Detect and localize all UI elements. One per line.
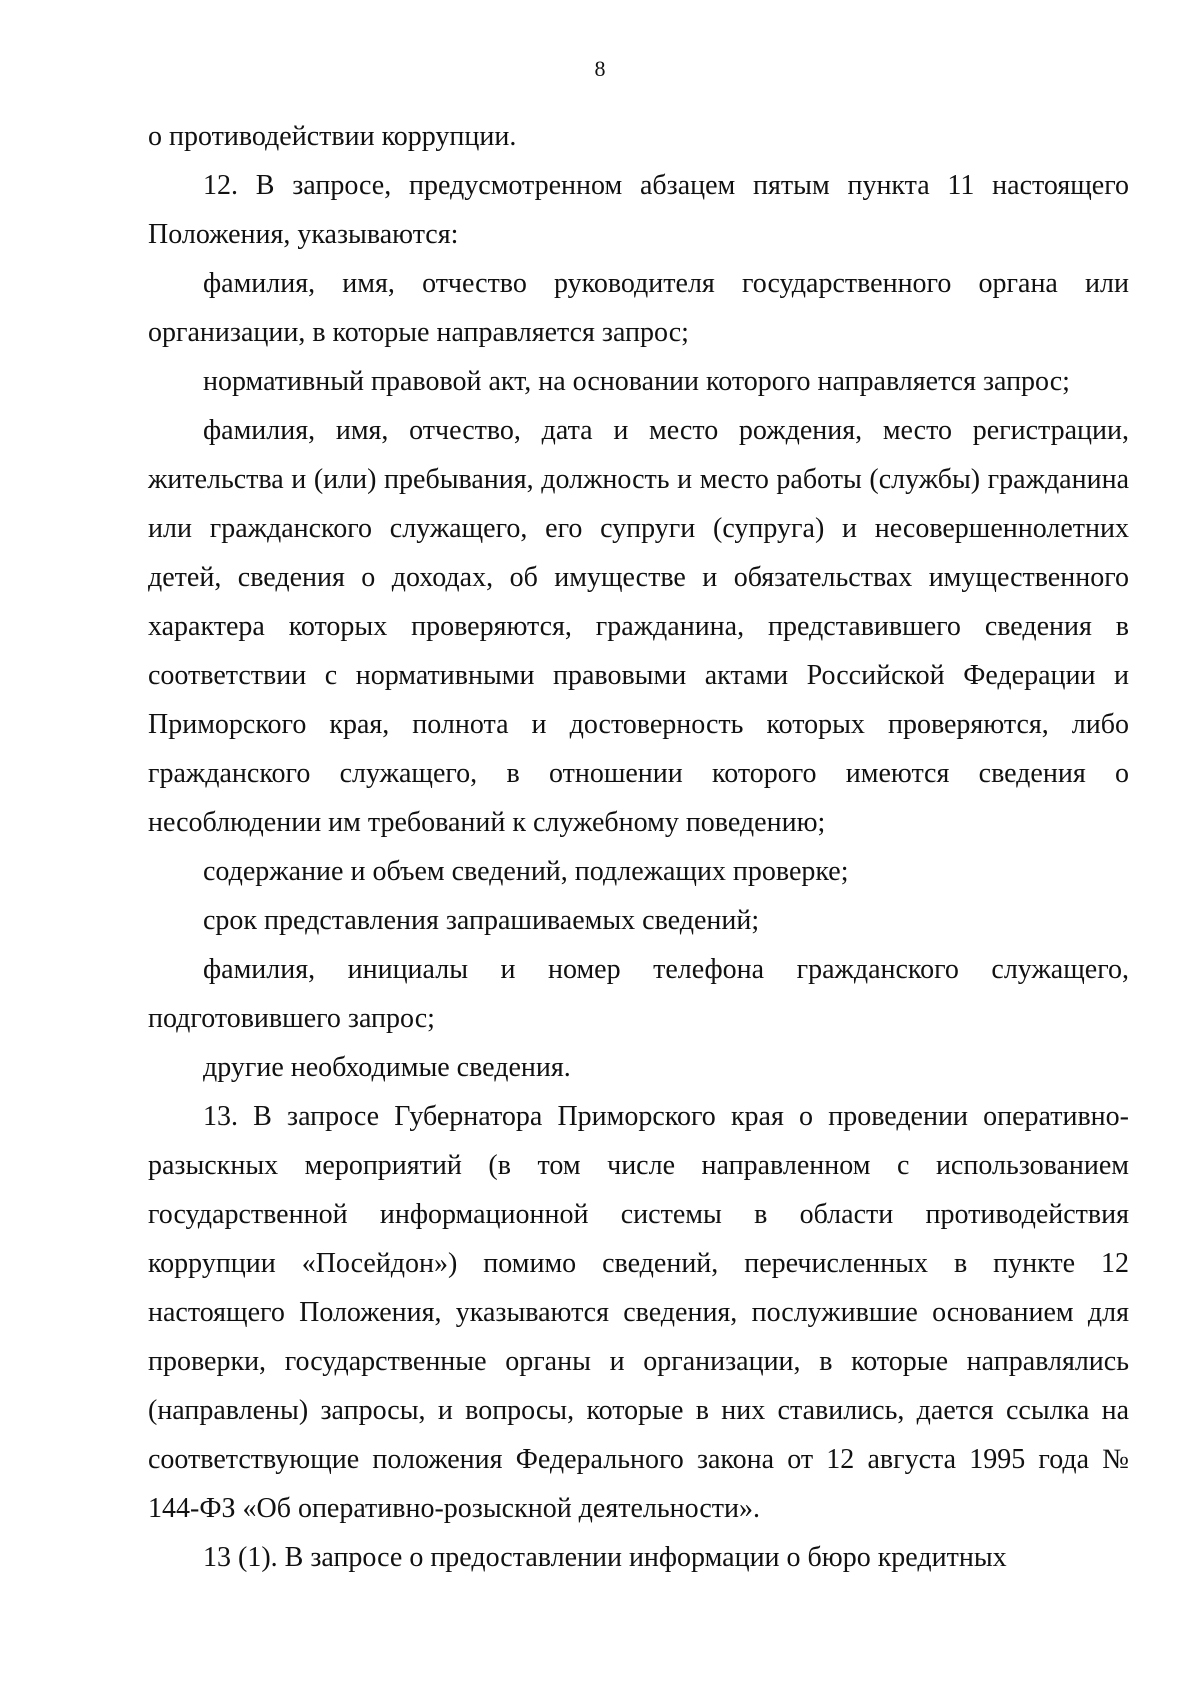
paragraph-personal-data: фамилия, имя, отчество, дата и место рождения, место регистрации, жительства и (или) пребывания, должность и место работы (службы) гражданина или гражданского служащего, его супруги (супруга) и несовершеннолетних детей, сведения о доходах, об имуществе и обязательствах имущественного характера которых проверяются, гражданина, представившего сведения в соответствии с нормативными правовыми актами Российской Федерации и Приморского края, полнота и достоверность которых проверяются, либо гражданского служащего, в отношении которого имеются сведения о несоблюдении им требований к служебному поведению; bbox=[148, 415, 1129, 838]
paragraph-deadline: срок представления запрашиваемых сведений; bbox=[203, 905, 760, 936]
paragraph-item-13: 13. В запросе Губернатора Приморского края о проведении оперативно-разыскных мероприятий (в том числе направленном с использованием государственной информационной системы в области противодействия коррупции «Посейдон») помимо сведений, перечисленных в пункте 12 настоящего Положения, указываются сведения, послужившие основанием для проверки, государственные органы и организации, в которые направлялись (направлены) запросы, и вопросы, которые в них ставились, дается ссылка на соответствующие положения Федерального закона от 12 августа 1995 года № 144-ФЗ «Об оперативно-розыскной деятельности». bbox=[148, 1101, 1129, 1524]
paragraph-continuation: о противодействии коррупции. bbox=[148, 121, 517, 152]
paragraph-item-12: 12. В запросе, предусмотренном абзацем пятым пункта 11 настоящего Положения, указываются: bbox=[148, 170, 1129, 250]
paragraph-preparer: фамилия, инициалы и номер телефона гражданского служащего, подготовившего запрос; bbox=[148, 954, 1129, 1034]
paragraph-scope: содержание и объем сведений, подлежащих проверке; bbox=[203, 856, 849, 887]
document-body bbox=[148, 112, 1129, 1582]
paragraph-legal-act: нормативный правовой акт, на основании которого направляется запрос; bbox=[203, 366, 1070, 397]
paragraph-head-name: фамилия, имя, отчество руководителя государственного органа или организации, в которые направляется запрос; bbox=[148, 268, 1129, 348]
page-number: 8 bbox=[594, 56, 606, 81]
paragraph-item-13-1: 13 (1). В запросе о предоставлении информации о бюро кредитных bbox=[203, 1542, 1007, 1573]
paragraph-other-info: другие необходимые сведения. bbox=[203, 1052, 571, 1083]
